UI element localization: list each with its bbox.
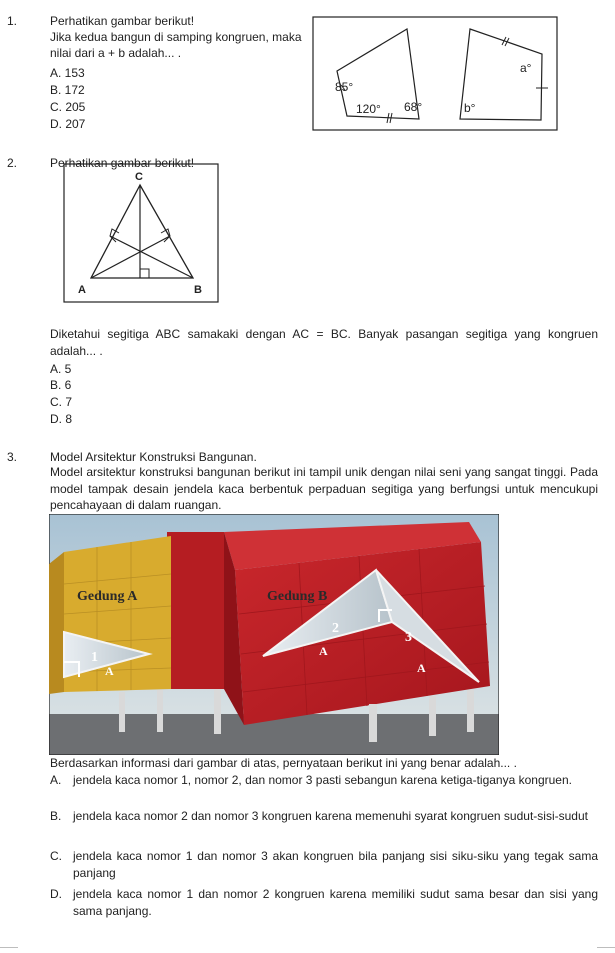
q1-option-b: B. 172 — [50, 83, 85, 97]
photo-label-building-b: Gedung B — [267, 589, 328, 604]
q2-label-a: A — [78, 284, 86, 296]
q2-option-d: D. 8 — [50, 412, 73, 426]
q3-number: 3. — [7, 450, 18, 464]
photo-number-1: 1 — [91, 650, 98, 665]
photo-label-building-a: Gedung A — [77, 589, 138, 604]
q1-line1: Perhatikan gambar berikut! — [50, 14, 195, 28]
page-corner-mark-right — [597, 947, 615, 948]
q2-prompt: Perhatikan gambar berikut! — [50, 156, 195, 170]
photo-red-block-left — [167, 532, 224, 689]
q2-option-c: C. 7 — [50, 395, 73, 409]
q3-option-b-text: jendela kaca nomor 2 dan nomor 3 kongruen karena memenuhi syarat kongruen sudut-sisi-sudut — [73, 809, 588, 823]
q2-figure — [63, 163, 219, 303]
q1-option-c: C. 205 — [50, 100, 86, 114]
q2-statement: Diketahui segitiga ABC samakaki dengan AC = BC. Banyak pasangan segitiga yang kongruen adalah... . — [50, 327, 598, 358]
photo-mark-1: A — [105, 664, 114, 678]
q2-figure-border — [64, 164, 218, 302]
q2-label-c: C — [135, 171, 143, 183]
q2-label-b: B — [194, 284, 202, 296]
photo-number-2: 2 — [332, 621, 339, 636]
photo-yellow-side — [49, 552, 64, 694]
q3-option-d-text: jendela kaca nomor 1 dan nomor 2 kongruen karena memiliki sudut sama besar dan sisi yang sama panjang. — [73, 887, 598, 918]
q1-angle-85: 85° — [335, 80, 354, 94]
q1-number: 1. — [7, 14, 18, 28]
q2-number: 2. — [7, 156, 18, 170]
q3-option-b-letter: B. — [50, 809, 62, 823]
photo-mark-3: A — [417, 661, 426, 675]
q3-option-a-text: jendela kaca nomor 1, nomor 2, dan nomor 3 pasti sebangun karena ketiga-tiganya kongruen. — [73, 773, 572, 787]
q3-option-d-letter: D. — [50, 887, 62, 901]
q1-label-a: a° — [520, 61, 532, 75]
q3-option-c-letter: C. — [50, 849, 62, 863]
q1-angle-120: 120° — [356, 102, 381, 116]
q1-option-d: D. 207 — [50, 117, 86, 131]
q1-line2: Jika kedua bangun di samping kongruen, maka — [50, 30, 302, 44]
photo-number-3: 3 — [405, 630, 412, 645]
q1-angle-68: 68° — [404, 100, 423, 114]
q2-option-b: B. 6 — [50, 378, 72, 392]
q1-label-b: b° — [464, 101, 476, 115]
q3-option-a-letter: A. — [50, 773, 62, 787]
q3-title: Model Arsitektur Konstruksi Bangunan. — [50, 450, 257, 464]
page-corner-mark-left — [0, 947, 18, 948]
photo-mark-2: A — [319, 644, 328, 658]
q3-photo — [49, 514, 499, 755]
q2-option-a: A. 5 — [50, 362, 72, 376]
q1-figure — [312, 16, 558, 131]
q3-option-c-text: jendela kaca nomor 1 dan nomor 3 akan kongruen bila panjang sisi siku-siku yang tegak sama panjang — [73, 849, 598, 880]
q3-paragraph: Model arsitektur konstruksi bangunan berikut ini tampil unik dengan nilai seni yang sangat tinggi. Pada model tampak desain jendela kaca berbentuk perpaduan segitiga yang berfungsi untuk mencukupi pencahayaan di dalam ruangan. — [50, 465, 598, 512]
q1-line3: nilai dari a + b adalah... . — [50, 46, 182, 60]
q1-option-a: A. 153 — [50, 66, 85, 80]
q3-question: Berdasarkan informasi dari gambar di atas, pernyataan berikut ini yang benar adalah... . — [50, 756, 517, 770]
